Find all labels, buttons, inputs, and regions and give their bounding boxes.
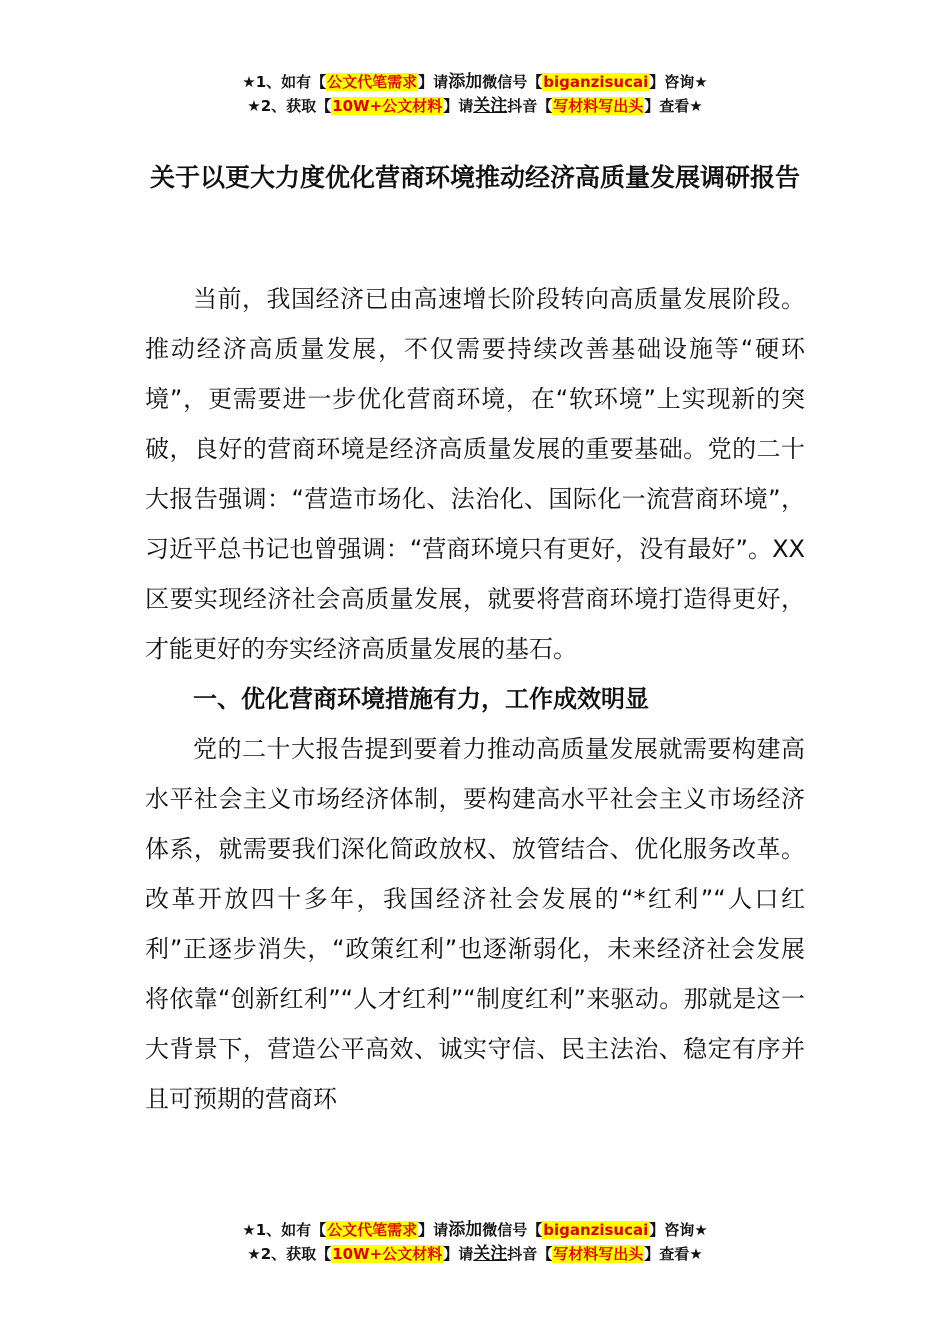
- banner-highlight: 公文代笔需求: [327, 73, 418, 91]
- banner-text: 】查看★: [644, 97, 703, 115]
- banner-text: 】查看★: [644, 1245, 703, 1263]
- banner-wechat-id: biganzisucai: [543, 73, 649, 91]
- banner-text: ★2、获取【: [247, 97, 332, 115]
- paragraph-intro: 当前，我国经济已由高速增长阶段转向高质量发展阶段。推动经济高质量发展，不仅需要持续改善基础设施等“硬环境”，更需要进一步优化营商环境，在“软环境”上实现新的突破，良好的营商环境是经济高质量发展的重要基础。党的二十大报告强调：“营造市场化、法治化、国际化一流营商环境”，习近平总书记也曾强调：“营商环境只有更好，没有最好”。XX区要实现经济社会高质量发展，就要将营商环境打造得更好，才能更好的夯实经济高质量发展的基石。: [145, 285, 805, 663]
- banner-emphasis: 添加: [448, 72, 483, 92]
- section-heading-1: 一、优化营商环境措施有力，工作成效明显: [193, 685, 649, 713]
- banner-text: 】请: [443, 97, 474, 115]
- banner-text: ★1、如有【: [242, 1221, 327, 1239]
- banner-text: 微信号【: [482, 73, 543, 91]
- banner-text: 微信号【: [482, 1221, 543, 1239]
- banner-douyin-id: 写材料写出头: [553, 1245, 644, 1263]
- banner-text: 】请: [418, 73, 449, 91]
- banner-line-2: [0, 1242, 950, 1266]
- document-title: 关于以更大力度优化营商环境推动经济高质量发展调研报告: [149, 163, 800, 192]
- banner-text: 】咨询★: [649, 1221, 708, 1239]
- banner-highlight: 公文代笔需求: [327, 1221, 418, 1239]
- banner-line-1: [0, 70, 950, 94]
- footer-banner: [0, 1218, 950, 1266]
- banner-emphasis: 关注: [473, 96, 508, 116]
- banner-highlight: 10W+公文材料: [332, 1245, 443, 1263]
- document-body: [145, 274, 805, 1124]
- banner-douyin-id: 写材料写出头: [553, 97, 644, 115]
- banner-text: 】咨询★: [649, 73, 708, 91]
- banner-highlight: 10W+公文材料: [332, 97, 443, 115]
- banner-text: 】请: [443, 1245, 474, 1263]
- banner-emphasis: 添加: [448, 1220, 483, 1240]
- header-banner: [0, 70, 950, 118]
- banner-text: 】请: [418, 1221, 449, 1239]
- paragraph-section-1: 党的二十大报告提到要着力推动高质量发展就需要构建高水平社会主义市场经济体制，要构建高水平社会主义市场经济体系，就需要我们深化简政放权、放管结合、优化服务改革。改革开放四十多年，我国经济社会发展的“*红利”“人口红利”正逐步消失，“政策红利”也逐渐弱化，未来经济社会发展将依靠“创新红利”“人才红利”“制度红利”来驱动。那就是这一大背景下，营造公平高效、诚实守信、民主法治、稳定有序并且可预期的营商环: [145, 735, 805, 1113]
- banner-line-2: [0, 94, 950, 118]
- banner-emphasis: 关注: [473, 1244, 508, 1264]
- banner-wechat-id: biganzisucai: [543, 1221, 649, 1239]
- banner-text: 抖音【: [507, 1245, 553, 1263]
- banner-text: ★1、如有【: [242, 73, 327, 91]
- banner-text: ★2、获取【: [247, 1245, 332, 1263]
- banner-text: 抖音【: [507, 97, 553, 115]
- banner-line-1: [0, 1218, 950, 1242]
